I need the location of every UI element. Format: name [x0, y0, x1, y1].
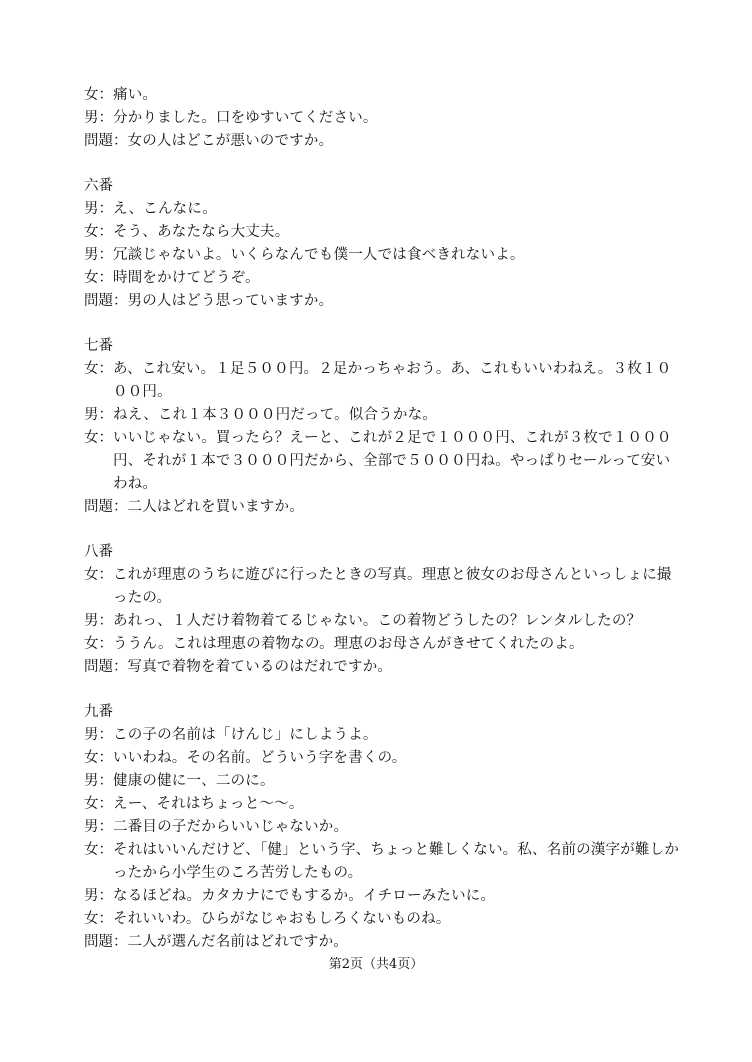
dialogue-text: あ、これ安い。１足５００円。２足かっちゃおう。あ、これもいいわねえ。３枚１０００円。: [113, 361, 672, 400]
dialogue-text: 二人はどれを買いますか。: [127, 499, 304, 515]
dialogue-line: [84, 107, 680, 130]
dialogue-line: [84, 724, 680, 747]
speaker-label: 男：: [84, 201, 113, 217]
dialogue-line: [84, 908, 680, 931]
section-heading: 八番: [84, 544, 113, 560]
dialogue-text: それはいいんだけど、「健」という字、ちょっと難しくない。私、名前の漢字が難しかったから小学生のころ苦労したもの。: [113, 842, 680, 881]
speaker-label: 男：: [84, 819, 113, 835]
dialogue-text: いいわね。その名前。どういう字を書くの。: [113, 750, 407, 766]
dialogue-line: [84, 793, 680, 816]
speaker-label: 問題：: [84, 934, 128, 950]
dialogue-text: えー、それはちょっと～～。: [113, 796, 304, 812]
speaker-label: 女：: [84, 361, 113, 377]
dialogue-line: [84, 404, 680, 427]
speaker-label: 男：: [84, 110, 113, 126]
dialogue-text: 男の人はどう思っていますか。: [127, 293, 334, 309]
speaker-label: 問題：: [84, 133, 128, 149]
dialogue-text: ねえ、これ１本３０００円だって。似合うかな。: [113, 407, 437, 423]
dialogue-line: [84, 198, 680, 221]
section-heading: 七番: [84, 338, 113, 354]
dialogue-line: [84, 496, 680, 519]
dialogue-line: [84, 267, 680, 290]
speaker-label: 女：: [84, 430, 113, 446]
page-footer: 第2页（共4页）: [328, 957, 424, 972]
speaker-label: 女：: [84, 911, 113, 927]
dialogue-text: いいじゃない。買ったら？えーと、これが２足で１０００円、これが３枚で１０００円、それが１本で３０００円だから、全部で５０００円ね。やっぱりセールって安いわね。: [113, 430, 672, 492]
dialogue-line: [84, 221, 680, 244]
dialogue-line: [84, 564, 680, 610]
dialogue-line: [84, 610, 680, 633]
dialogue-text: それいいわ。ひらがなじゃおもしろくないものね。: [113, 911, 451, 927]
dialogue-line: [84, 290, 680, 313]
speaker-label: 男：: [84, 773, 113, 789]
dialogue-line: [84, 84, 680, 107]
speaker-label: 女：: [84, 224, 113, 240]
transcript-body: [84, 84, 680, 954]
dialogue-section: [84, 541, 680, 679]
dialogue-line: [84, 747, 680, 770]
dialogue-text: これが理恵のうちに遊びに行ったときの写真。理恵と彼女のお母さんといっしょに撮ったの。: [113, 567, 672, 606]
dialogue-text: そう、あなたなら大丈夫。: [113, 224, 290, 240]
speaker-label: 女：: [84, 87, 113, 103]
section-heading: 六番: [84, 178, 113, 194]
dialogue-line: [84, 931, 680, 954]
dialogue-text: あれっ、１人だけ着物着てるじゃない。この着物どうしたの？レンタルしたの？: [113, 613, 642, 629]
speaker-label: 女：: [84, 270, 113, 286]
dialogue-text: なるほどね。カタカナにでもするか。イチローみたいに。: [113, 888, 496, 904]
speaker-label: 女：: [84, 636, 113, 652]
dialogue-section: [84, 84, 680, 153]
dialogue-text: ううん。これは理恵の着物なの。理恵のお母さんがきせてくれたのよ。: [113, 636, 584, 652]
dialogue-text: 痛い。: [113, 87, 158, 103]
dialogue-section: [84, 335, 680, 519]
dialogue-text: え、こんなに。: [113, 201, 217, 217]
dialogue-text: 女の人はどこが悪いのですか。: [127, 133, 334, 149]
dialogue-line: [84, 633, 680, 656]
section-heading: 九番: [84, 704, 113, 720]
dialogue-line: [84, 770, 680, 793]
speaker-label: 男：: [84, 727, 113, 743]
dialogue-section: [84, 175, 680, 313]
dialogue-text: 二人が選んだ名前はどれですか。: [127, 934, 348, 950]
speaker-label: 男：: [84, 247, 113, 263]
speaker-label: 女：: [84, 750, 113, 766]
dialogue-line: [84, 839, 680, 885]
dialogue-text: 健康の健に一、二のに。: [113, 773, 275, 789]
dialogue-line: [84, 656, 680, 679]
speaker-label: 男：: [84, 888, 113, 904]
dialogue-text: 二番目の子だからいいじゃないか。: [113, 819, 349, 835]
dialogue-text: 冗談じゃないよ。いくらなんでも僕一人では食べきれないよ。: [113, 247, 525, 263]
dialogue-line: [84, 816, 680, 839]
speaker-label: 問題：: [84, 293, 128, 309]
dialogue-line: [84, 427, 680, 496]
dialogue-text: 写真で着物を着ているのはだれですか。: [127, 659, 393, 675]
speaker-label: 女：: [84, 567, 113, 583]
dialogue-text: 分かりました。口をゆすいてください。: [113, 110, 378, 126]
dialogue-line: [84, 885, 680, 908]
dialogue-line: [84, 130, 680, 153]
dialogue-text: この子の名前は「けんじ」にしようよ。: [113, 727, 378, 743]
speaker-label: 男：: [84, 613, 113, 629]
speaker-label: 問題：: [84, 659, 128, 675]
dialogue-text: 時間をかけてどうぞ。: [113, 270, 260, 286]
dialogue-line: [84, 358, 680, 404]
speaker-label: 問題：: [84, 499, 128, 515]
speaker-label: 女：: [84, 842, 113, 858]
speaker-label: 女：: [84, 796, 113, 812]
dialogue-line: [84, 244, 680, 267]
dialogue-section: [84, 701, 680, 954]
speaker-label: 男：: [84, 407, 113, 423]
